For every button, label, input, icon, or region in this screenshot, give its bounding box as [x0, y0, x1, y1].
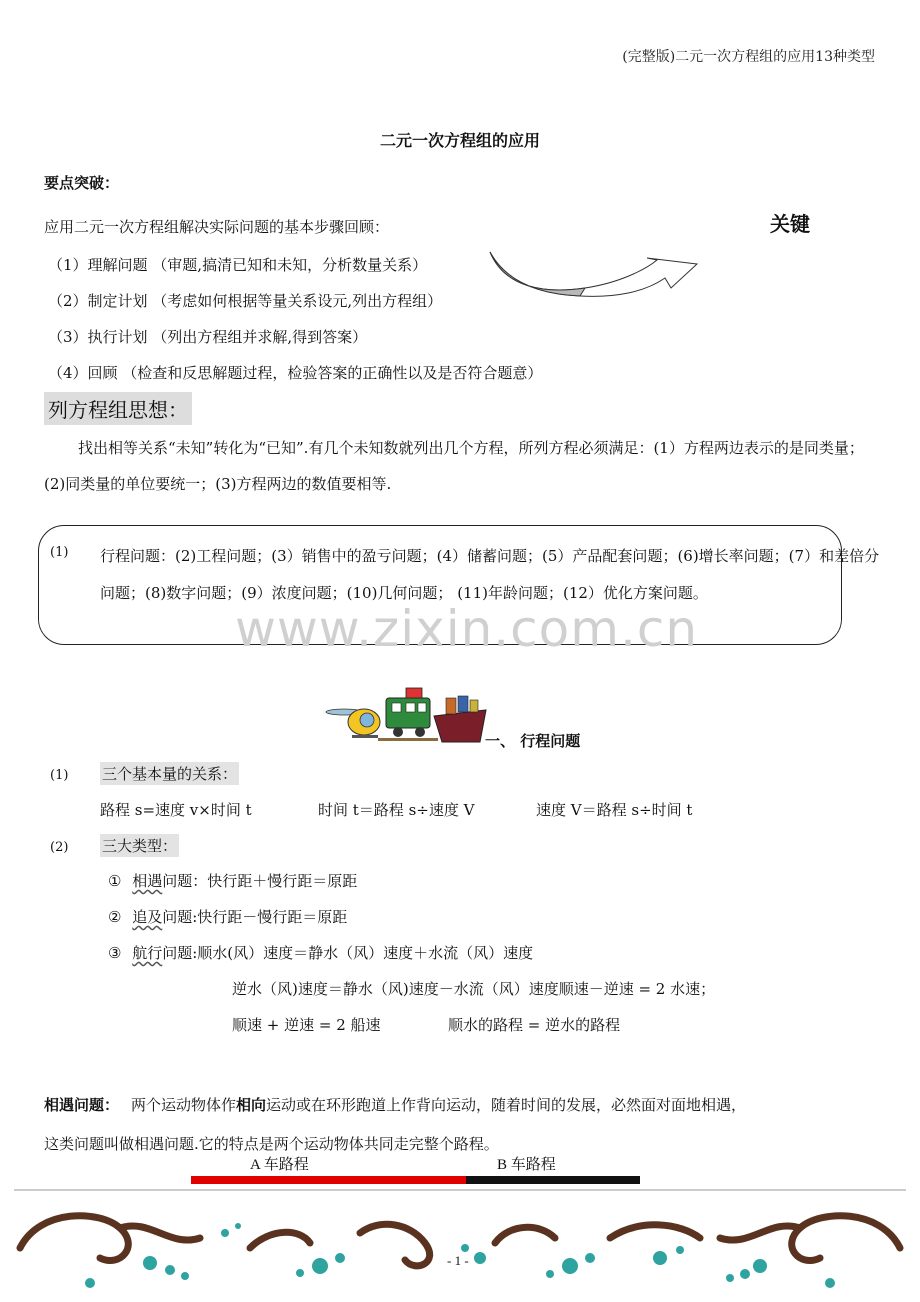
meeting-text-bold: 相向: [236, 1096, 267, 1114]
type-2: [108, 906, 347, 927]
intro-text: 应用二元一次方程组解决实际问题的基本步骤回顾：: [44, 218, 390, 236]
formula-time: 时间 t＝路程 s÷速度 V: [318, 801, 475, 819]
type-3-text: 问题:顺水(风）速度＝静水（风）速度＋水流（风）速度: [162, 944, 534, 962]
type-1: [108, 870, 357, 891]
key-label: 关键: [770, 212, 810, 236]
type-3-number: ③: [108, 944, 122, 962]
type-2-name: 追及: [132, 908, 163, 926]
type-1-number: ①: [108, 872, 122, 890]
type-3-line2: 逆水（风)速度＝静水（风)速度－水流（风）速度顺速－逆速 = 2 水速；: [232, 980, 716, 998]
vehicles-illustration-icon: [322, 684, 492, 748]
problem-types-text: 行程问题：(2)工程问题；(3）销售中的盈亏问题；(4）储蓄问题；(5）产品配套问题；(6)增长率问题；(7）和差倍分问题；(8)数字问题；(9）浓度问题；(10)几何问题； (11)年龄问题；(12）优化方案问题。: [100, 547, 880, 602]
car-b-distance-bar: [466, 1176, 640, 1184]
type-3-name: 航行: [132, 944, 163, 962]
formula-distance: 路程 s=速度 v×时间 t: [100, 801, 252, 819]
thought-paragraph: 找出相等关系“未知”转化为“已知”.有几个未知数就列出几个方程，所列方程必须满足：(1）方程两边表示的是同类量；(2)同类量的单位要统一；(3)方程两边的数值要相等.: [44, 439, 864, 493]
bar-label-a: A 车路程: [250, 1157, 309, 1173]
meeting-text-a: 两个运动物体作: [131, 1096, 237, 1114]
formula-speed: 速度 V＝路程 s÷时间 t: [536, 801, 693, 819]
box-number: (1): [50, 545, 69, 560]
item2-number: (2): [50, 840, 69, 855]
meeting-paragraph: [44, 1094, 746, 1115]
page-title: 二元一次方程组的应用: [379, 131, 540, 150]
meeting-label: 相遇问题：: [44, 1096, 120, 1114]
page-number: - 1 -: [447, 1253, 469, 1268]
item1-number: (1): [50, 768, 69, 783]
meeting-text-b: 运动或在环形跑道上作背向运动，随着时间的发展，必然面对面地相遇，: [266, 1096, 747, 1114]
type-2-text: 问题:快行距－慢行距＝原距: [162, 908, 348, 926]
section-heading: 列方程组思想：: [44, 392, 192, 425]
step-2: （2）制定计划 （考虑如何根据等量关系设元,列出方程组）: [48, 292, 443, 310]
type-3-line3a: 顺速 + 逆速 = 2 船速: [232, 1016, 381, 1034]
type-2-number: ②: [108, 908, 122, 926]
page-header: (完整版)二元一次方程组的应用13种类型: [622, 49, 875, 65]
step-3: （3）执行计划 （列出方程组并求解,得到答案）: [48, 328, 368, 346]
type-1-name: 相遇: [132, 872, 163, 890]
type-1-text: 问题：快行距＋慢行距＝原距: [162, 872, 358, 890]
car-a-distance-bar: [191, 1176, 466, 1184]
key-points-heading: 要点突破：: [44, 174, 120, 192]
footer-ornament-icon: [0, 1188, 920, 1296]
curved-arrow-icon: [485, 248, 705, 298]
step-1: （1）理解问题 （审题,搞清已知和未知，分析数量关系）: [48, 256, 428, 274]
section1-title: 一、 行程问题: [485, 732, 581, 750]
type-3-line3b: 顺水的路程 = 逆水的路程: [448, 1016, 621, 1034]
step-4: （4）回顾 （检查和反思解题过程，检验答案的正确性以及是否符合题意）: [48, 364, 543, 382]
item2-label: 三大类型：: [100, 834, 179, 857]
watermark: www.zixin.com.cn: [235, 600, 699, 658]
type-3: [108, 942, 533, 963]
meeting-line2: 这类问题叫做相遇问题.它的特点是两个运动物体共同走完整个路程。: [44, 1135, 499, 1153]
bar-label-b: B 车路程: [497, 1157, 556, 1173]
item1-label: 三个基本量的关系：: [100, 762, 239, 785]
